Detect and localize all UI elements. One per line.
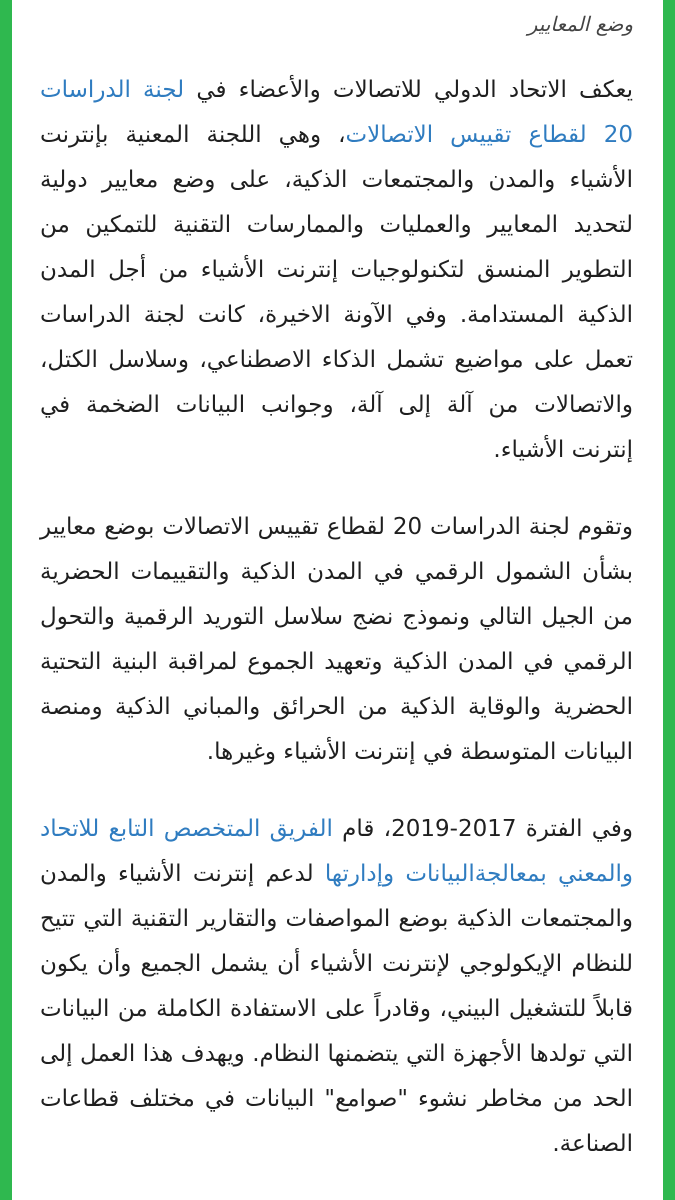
paragraph-3 [40, 807, 633, 1167]
paragraph-1 [40, 68, 633, 473]
left-green-bar [0, 0, 12, 1200]
section-title: وضع المعايير [527, 12, 633, 36]
focus-group-data-link[interactable]: الفريق المتخصص التابع للاتحاد والمعني بمعالجةالبيانات وإدارتها [40, 816, 633, 887]
study-group-20-link[interactable]: لجنة الدراسات 20 لقطاع تقييس الاتصالات [40, 77, 633, 148]
paragraph-1-text-a: يعكف الاتحاد الدولي للاتصالات والأعضاء في [184, 77, 633, 103]
paragraph-3-text-b: لدعم إنترنت الأشياء والمدن والمجتمعات الذكية بوضع المواصفات والتقارير التقنية التي تتيح للنظام الإيكولوجي لإنترنت الأشياء أن يشمل الجميع وأن يكون قابلاً للتشغيل البيني، وقادراً على الاستفادة الكاملة من البيانات التي تولدها الأجهزة التي يتضمنها النظام. ويهدف هذا العمل إلى الحد من مخاطر نشوء "صوامع" البيانات في مختلف قطاعات الصناعة. [40, 861, 633, 1157]
paragraph-1-text-b: ، وهي اللجنة المعنية بإنترنت الأشياء والمدن والمجتمعات الذكية، على وضع معايير دولية لتحديد المعايير والعمليات والممارسات التقنية للتمكين من التطوير المنسق لتكنولوجيات إنترنت الأشياء من أجل المدن الذكية المستدامة. وفي الآونة الاخيرة، كانت لجنة الدراسات تعمل على مواضيع تشمل الذكاء الاصطناعي، وسلاسل الكتل، والاتصالات من آلة إلى آلة، وجوانب البيانات الضخمة في إنترنت الأشياء. [40, 122, 633, 463]
paragraph-3-text-a: وفي الفترة 2017-2019، قام [332, 816, 634, 842]
paragraph-2: وتقوم لجنة الدراسات 20 لقطاع تقييس الاتصالات بوضع معايير بشأن الشمول الرقمي في المدن الذكية والتقييمات الحضرية من الجيل التالي ونموذج نضج سلاسل التوريد الرقمية والتحول الرقمي في المدن الذكية وتعهيد الجموع لمراقبة البنية التحتية الحضرية والوقاية الذكية من الحرائق والمباني الذكية ومنصة البيانات المتوسطة في إنترنت الأشياء وغيرها. [40, 514, 633, 765]
article-body [12, 0, 663, 1200]
right-green-bar [663, 0, 675, 1200]
